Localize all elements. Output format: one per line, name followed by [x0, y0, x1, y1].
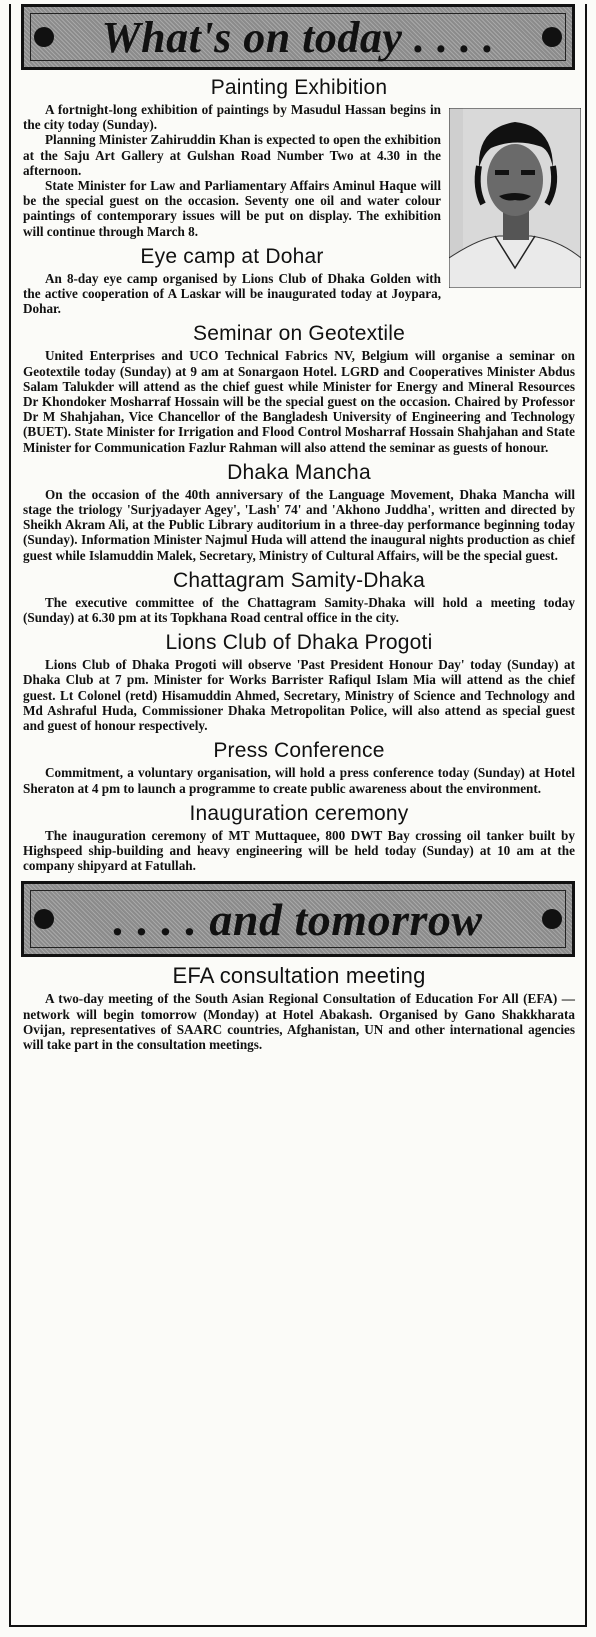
paragraph: A fortnight-long exhibition of paintings by Masudul Hassan begins in the city today (Sunday).	[23, 102, 441, 133]
section-inauguration-ceremony	[23, 802, 575, 874]
header-banner	[21, 4, 575, 70]
section-efa-consultation	[23, 963, 575, 1052]
section-heading: Press Conference	[213, 739, 385, 763]
paragraph: Lions Club of Dhaka Progoti will observe 'Past President Honour Day' today (Sunday) at Dhaka Club at 7 pm. Minister for Works Barrister Rafiqul Islam Mia will attend as the chief guest. Lt Colonel (retd) Hisamuddin Ahmed, Secretary, Ministry of Science and Technology and Md Ashraful Huda, Commissioner Dhaka Metropolitan Police, will also attend as special guest and guest of honour respectively.	[23, 657, 575, 734]
section-heading: Seminar on Geotextile	[193, 322, 405, 346]
paragraph: State Minister for Law and Parliamentary Affairs Aminul Haque will be the special guest on the occasion. Seventy one oil and water colour paintings of contemporary issues will be put on display. The exhibition will continue through March 8.	[23, 178, 441, 239]
paragraph: An 8-day eye camp organised by Lions Club of Dhaka Golden with the active cooperation of A Laskar will be inaugurated today at Joypara, Dohar.	[23, 270, 441, 317]
section-heading: EFA consultation meeting	[172, 963, 426, 989]
section-lions-club-progoti	[23, 631, 575, 733]
tomorrow-banner	[21, 881, 575, 957]
section-geotextile-seminar	[23, 322, 575, 454]
header-title: What's on today . . . .	[101, 12, 495, 62]
paragraph: The inauguration ceremony of MT Muttaquee, 800 DWT Bay crossing oil tanker built by Highspeed ship-building and heavy engineering will be held today (Sunday) at 10 am at the company shipyard at Fatullah.	[23, 827, 575, 874]
section-heading: Painting Exhibition	[210, 76, 388, 99]
paragraph: A two-day meeting of the South Asian Regional Consultation of Education For All (EFA) — network will begin tomorrow (Monday) at Hotel Abakash. Organised by Gano Shakkharata Ovijan, representatives of SAARC countries, Afghanistan, UN and other international agencies will take part in the consultation meetings.	[23, 991, 575, 1052]
section-press-conference	[23, 739, 575, 795]
paragraph: On the occasion of the 40th anniversary of the Language Movement, Dhaka Mancha will stage the triology 'Surjyadayer Agey', 'Lash' 74' and 'Akhono Juddha', written and directed by Sheikh Akram Ali, at the Public Library auditorium in a three-day performance beginning today (Sunday). Information Minister Najmul Huda will attend the inaugural nights production as chief guest while Islamuddin Malek, Secretary, Ministry of Cultural Affairs, will be the special guest.	[23, 486, 575, 563]
tomorrow-banner-title: . . . . and tomorrow	[113, 893, 483, 945]
section-heading: Chattagram Samity-Dhaka	[172, 568, 426, 592]
section-heading: Inauguration ceremony	[189, 801, 409, 825]
section-dhaka-mancha	[23, 461, 575, 563]
paragraph: Commitment, a voluntary organisation, will hold a press conference today (Sunday) at Hotel Sheraton at 4 pm to launch a programme to create public awareness about the environment.	[23, 765, 575, 796]
paragraph: The executive committee of the Chattagram Samity-Dhaka will hold a meeting today (Sunday) at 6.30 pm at its Topkhana Road central office in the city.	[23, 594, 575, 626]
bullet-dot-left	[34, 27, 54, 47]
section-heading: Lions Club of Dhaka Progoti	[165, 631, 433, 655]
paragraph: United Enterprises and UCO Technical Fabrics NV, Belgium will organise a seminar on Geotextile today (Sunday) at 9 am at Sonargaon Hotel. LGRD and Cooperatives Minister Abdus Salam Talukder will attend as the chief guest while Minister for Energy and Mineral Resources Dr Khondoker Mosharraf Hossain will be the special guest on the occasion. Chaired by Professor Dr M Shahjahan, Vice Chancellor of the Bangladesh University of Engineering and Technology (BUET). State Minister for Irrigation and Flood Control Mosharraf Hossain Shahjahan and State Minister for Communication Fazlur Rahman will also attend the seminar as guests of honour.	[23, 348, 575, 455]
section-chattagram-samity	[23, 569, 575, 625]
section-painting-exhibition	[23, 76, 575, 239]
paragraph: Planning Minister Zahiruddin Khan is expected to open the exhibition at the Saju Art Gallery at Gulshan Road Number Two at 4.30 in the afternoon.	[23, 132, 441, 178]
section-heading: Dhaka Mancha	[227, 460, 371, 484]
section-heading: Eye camp at Dohar	[140, 244, 324, 268]
newspaper-column	[9, 4, 587, 1627]
artist-portrait-photo	[449, 108, 581, 288]
bullet-dot-right	[542, 27, 562, 47]
